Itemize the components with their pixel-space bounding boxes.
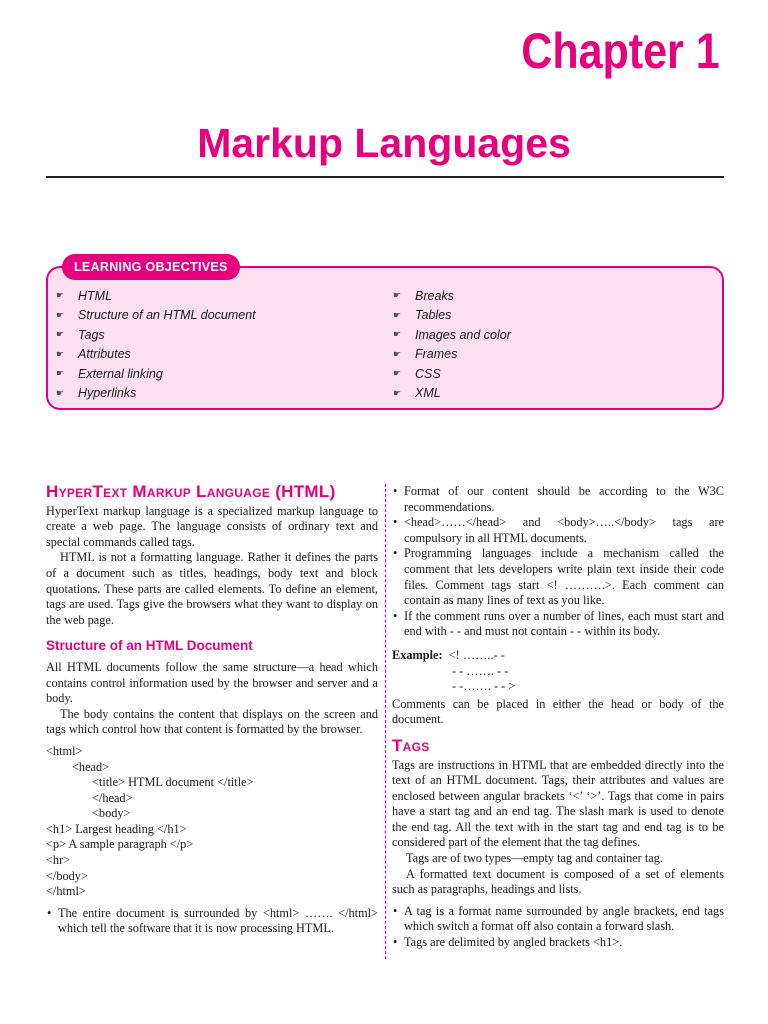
list-item: • If the comment runs over a number of lines, each must start and end with - - and must not contain - - within its body. xyxy=(404,609,724,640)
pointing-hand-icon: ☛ xyxy=(393,309,402,320)
paragraph: Tags are of two types—empty tag and container tag. xyxy=(406,851,663,866)
section-heading-structure: Structure of an HTML Document xyxy=(46,638,253,654)
list-item: • <head>……</head> and <body>…..</body> tags are compulsory in all HTML documents. xyxy=(404,515,724,546)
objectives-right-list xyxy=(393,286,511,403)
objective-item: ☛ Images and color xyxy=(393,327,511,342)
objective-item: ☛ External linking xyxy=(56,366,163,381)
left-column xyxy=(46,484,378,937)
pointing-hand-icon: ☛ xyxy=(393,387,402,398)
objective-item: ☛ Hyperlinks xyxy=(56,386,137,401)
list-item: • Programming languages include a mechanism called the comment that lets developers write plain text inside their code files. Comment tags start <! ……….>. Each comment can contain as many lines of text as you like. xyxy=(404,546,724,608)
list-item: • A tag is a format name surrounded by angle brackets, end tags which switch a format off also contain a forward slash. xyxy=(404,904,724,935)
example-line: - -……. - - > xyxy=(452,679,516,694)
paragraph: Comments can be placed in either the head or body of the document. xyxy=(392,696,724,727)
learning-objectives-heading: LEARNING OBJECTIVES xyxy=(62,254,240,280)
section-heading-html: HyperText Markup Language (HTML) xyxy=(46,482,336,501)
pointing-hand-icon: ☛ xyxy=(56,329,65,340)
code-line: <h1> Largest heading </h1> xyxy=(46,821,187,836)
paragraph: Tags are instructions in HTML that are embedded directly into the text of an HTML document. Tags, their attributes and values are enclosed between angular brackets ‘<’ ‘>’. Tags that come in pairs have a start tag and an end tag. The slash mark is used to denote the end tag. All the text with in the start tag and end tag is to be considered part of the element that the tag defines. xyxy=(392,757,724,850)
example-line: - - ……. - - xyxy=(452,663,509,678)
objective-item: ☛ CSS xyxy=(393,366,441,381)
title-rule xyxy=(46,176,724,178)
objective-item: ☛ XML xyxy=(393,386,441,401)
code-line: </body> xyxy=(46,868,88,883)
objective-item: ☛ Breaks xyxy=(393,288,454,303)
list-item: • Format of our content should be according to the W3C recommendations. xyxy=(404,484,724,515)
objective-item: ☛ Tables xyxy=(393,308,452,323)
pointing-hand-icon: ☛ xyxy=(56,309,65,320)
code-line: </head> xyxy=(92,790,133,805)
example-block xyxy=(392,648,724,695)
pointing-hand-icon: ☛ xyxy=(56,387,65,398)
code-line: <body> xyxy=(92,806,131,821)
code-line: </html> xyxy=(46,884,86,899)
code-sample xyxy=(46,744,378,900)
section-heading-tags: Tags xyxy=(392,735,430,755)
pointing-hand-icon: ☛ xyxy=(393,329,402,340)
pointing-hand-icon: ☛ xyxy=(393,368,402,379)
paragraph: The body contains the content that displays on the screen and tags which control how that content is formatted by the browser. xyxy=(46,706,378,737)
code-line: <head> xyxy=(72,759,110,774)
paragraph: All HTML documents follow the same structure—a head which contains control information used by the browser and server and a body. xyxy=(46,659,378,706)
pointing-hand-icon: ☛ xyxy=(56,290,65,301)
pointing-hand-icon: ☛ xyxy=(56,368,65,379)
right-column xyxy=(392,484,724,951)
pointing-hand-icon: ☛ xyxy=(56,348,65,359)
example-label: Example: xyxy=(392,647,443,662)
bullet-list xyxy=(392,904,724,951)
code-line: <hr> xyxy=(46,853,71,868)
pointing-hand-icon: ☛ xyxy=(393,290,402,301)
column-divider xyxy=(385,484,386,959)
code-line: <p> A sample paragraph </p> xyxy=(46,837,194,852)
objective-item: ☛ Structure of an HTML document xyxy=(56,308,256,323)
page-title: Markup Languages xyxy=(197,120,571,166)
chapter-number: Chapter 1 xyxy=(521,23,720,79)
list-item: • Tags are delimited by angled brackets <h1>. xyxy=(404,935,724,951)
paragraph: HTML is not a formatting language. Rather it defines the parts of a document such as titles, headings, body text and block quotations. These parts are called elements. To define an element, tags are used. Tags give the browsers what they want to display on the web page. xyxy=(46,550,378,627)
paragraph: HyperText markup language is a specialized markup language to create a web page. The language consists of ordinary text and special commands called tags. xyxy=(46,503,378,549)
objective-item: ☛ HTML xyxy=(56,288,113,303)
pointing-hand-icon: ☛ xyxy=(393,348,402,359)
objective-item: ☛ Tags xyxy=(56,327,105,342)
bullet-list xyxy=(46,906,378,937)
bullet-list xyxy=(392,484,724,640)
code-line: <title> HTML document </title> xyxy=(92,775,254,790)
objective-item: ☛ Frames xyxy=(393,347,458,362)
example-line: <! ……..- - xyxy=(448,647,505,662)
objectives-left-list xyxy=(56,286,256,403)
objective-item: ☛ Attributes xyxy=(56,347,131,362)
code-line: <html> xyxy=(46,743,83,758)
list-item: • The entire document is surrounded by <html> ……. </html> which tell the software that it is now processing HTML. xyxy=(58,906,378,937)
paragraph: A formatted text document is composed of a set of elements such as paragraphs, headings and lists. xyxy=(392,866,724,897)
